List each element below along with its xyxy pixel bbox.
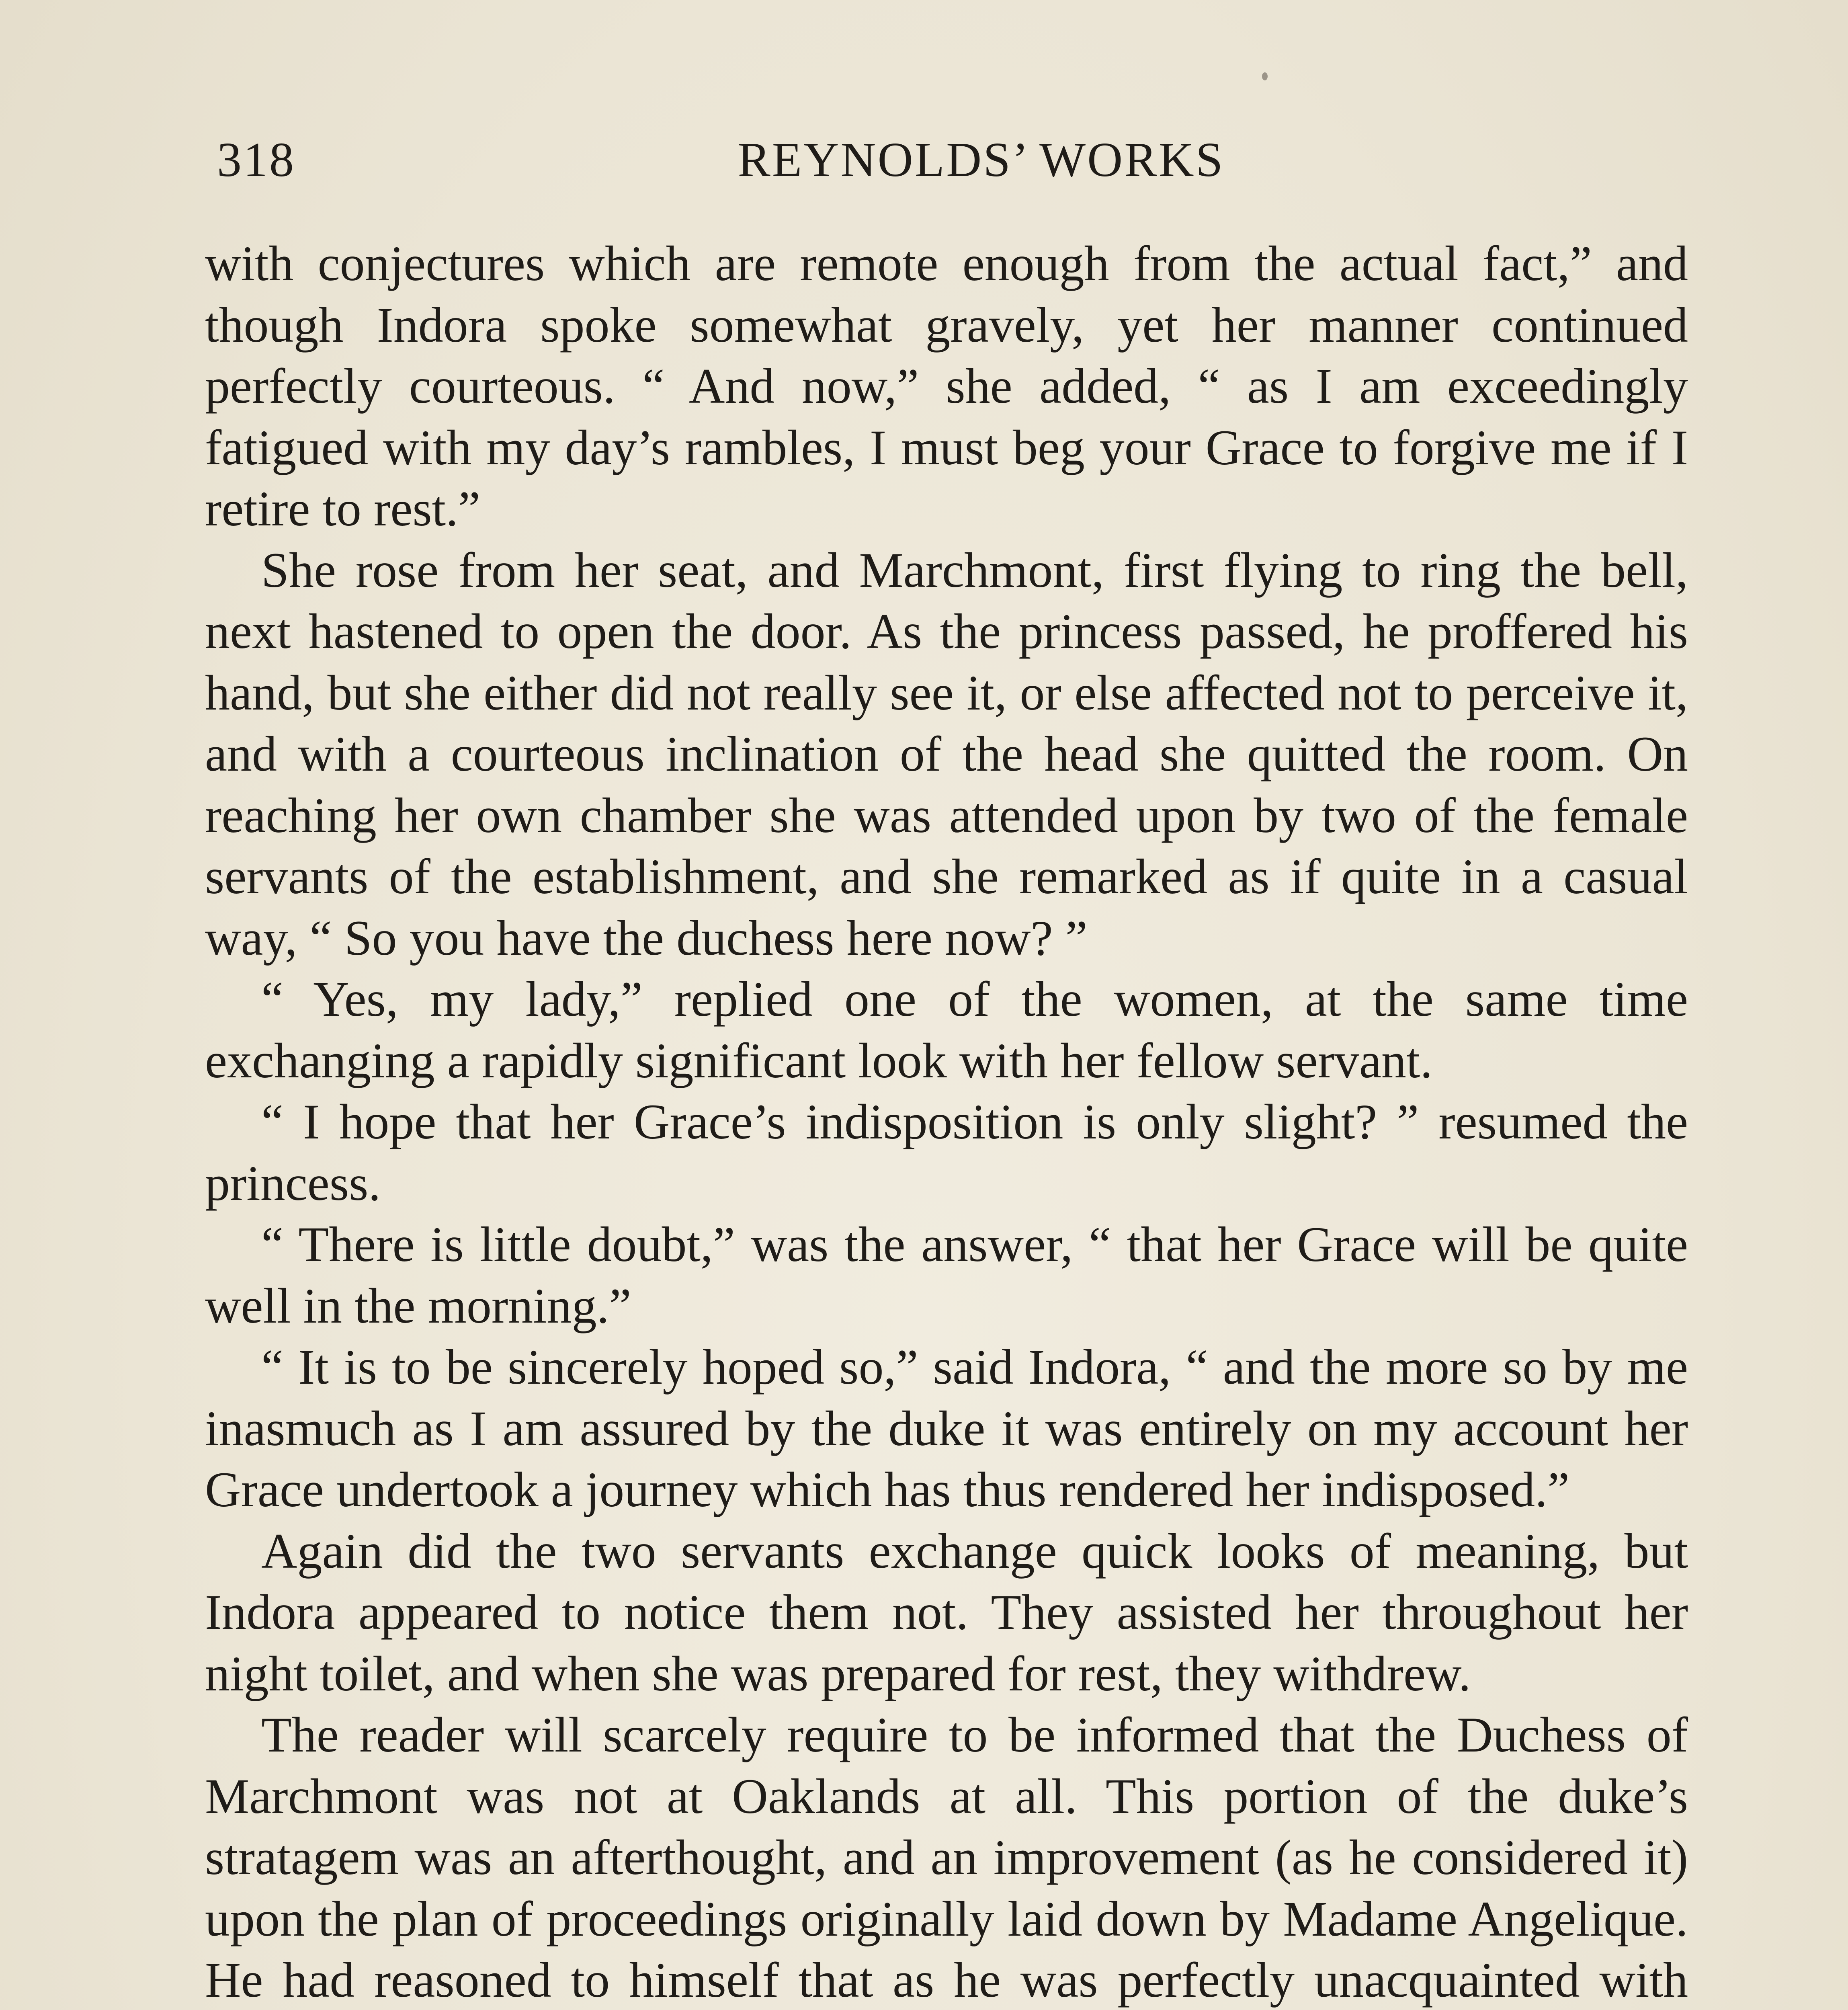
paragraph-dialogue: “ I hope that her Grace’s indisposition is only slight? ” resumed the princess.: [205, 1094, 1688, 1211]
paragraph: The reader will scarcely require to be informed that the Duchess of Marchmont was not at Oaklands at all. This portion of the duke’s stratagem was an afterthought, and an improvement (as he considered it) upon the plan of proceedings originally laid down by Madame Angelique. He had reasoned to himself that as he was perfectly unacquainted with: [205, 1707, 1688, 2008]
paragraph-continued: with conjectures which are remote enough from the actual fact,” and though Indora spoke somewhat gravely, yet her manner continued perfectly courteous. “ And now,” she added, “ as I am exceedingly fatigued with my day’s rambles, I must beg your Grace to forgive me if I retire to rest.”: [205, 236, 1688, 536]
running-title: REYNOLDS’ WORKS: [738, 133, 1225, 187]
paragraph-dialogue: “ It is to be sincerely hoped so,” said Indora, “ and the more so by me inasmuch as I am assured by the duke it was entirely on my account her Grace undertook a journey which has thus rendered her indisposed.”: [205, 1339, 1688, 1517]
paragraph-dialogue: “ There is little doubt,” was the answer, “ that her Grace will be quite well in the morning.”: [205, 1217, 1688, 1333]
body-text: [205, 233, 1688, 2010]
paragraph-dialogue: “ Yes, my lady,” replied one of the women, at the same time exchanging a rapidly significant look with her fellow servant.: [205, 972, 1688, 1088]
paper-speck: [1262, 72, 1268, 80]
page-header: [217, 128, 1697, 192]
paragraph: Again did the two servants exchange quick looks of meaning, but Indora appeared to notice them not. They assisted her throughout her night toilet, and when she was prepared for rest, they withdrew.: [205, 1523, 1688, 1701]
page-number: 318: [217, 133, 295, 187]
paragraph: She rose from her seat, and Marchmont, first flying to ring the bell, next hastened to open the door. As the princess passed, he proffered his hand, but she either did not really see it, or else affected not to perceive it, and with a courteous inclination of the head she quitted the room. On reaching her own chamber she was attended upon by two of the female servants of the establishment, and she remarked as if quite in a casual way, “ So you have the duchess here now? ”: [205, 542, 1688, 966]
